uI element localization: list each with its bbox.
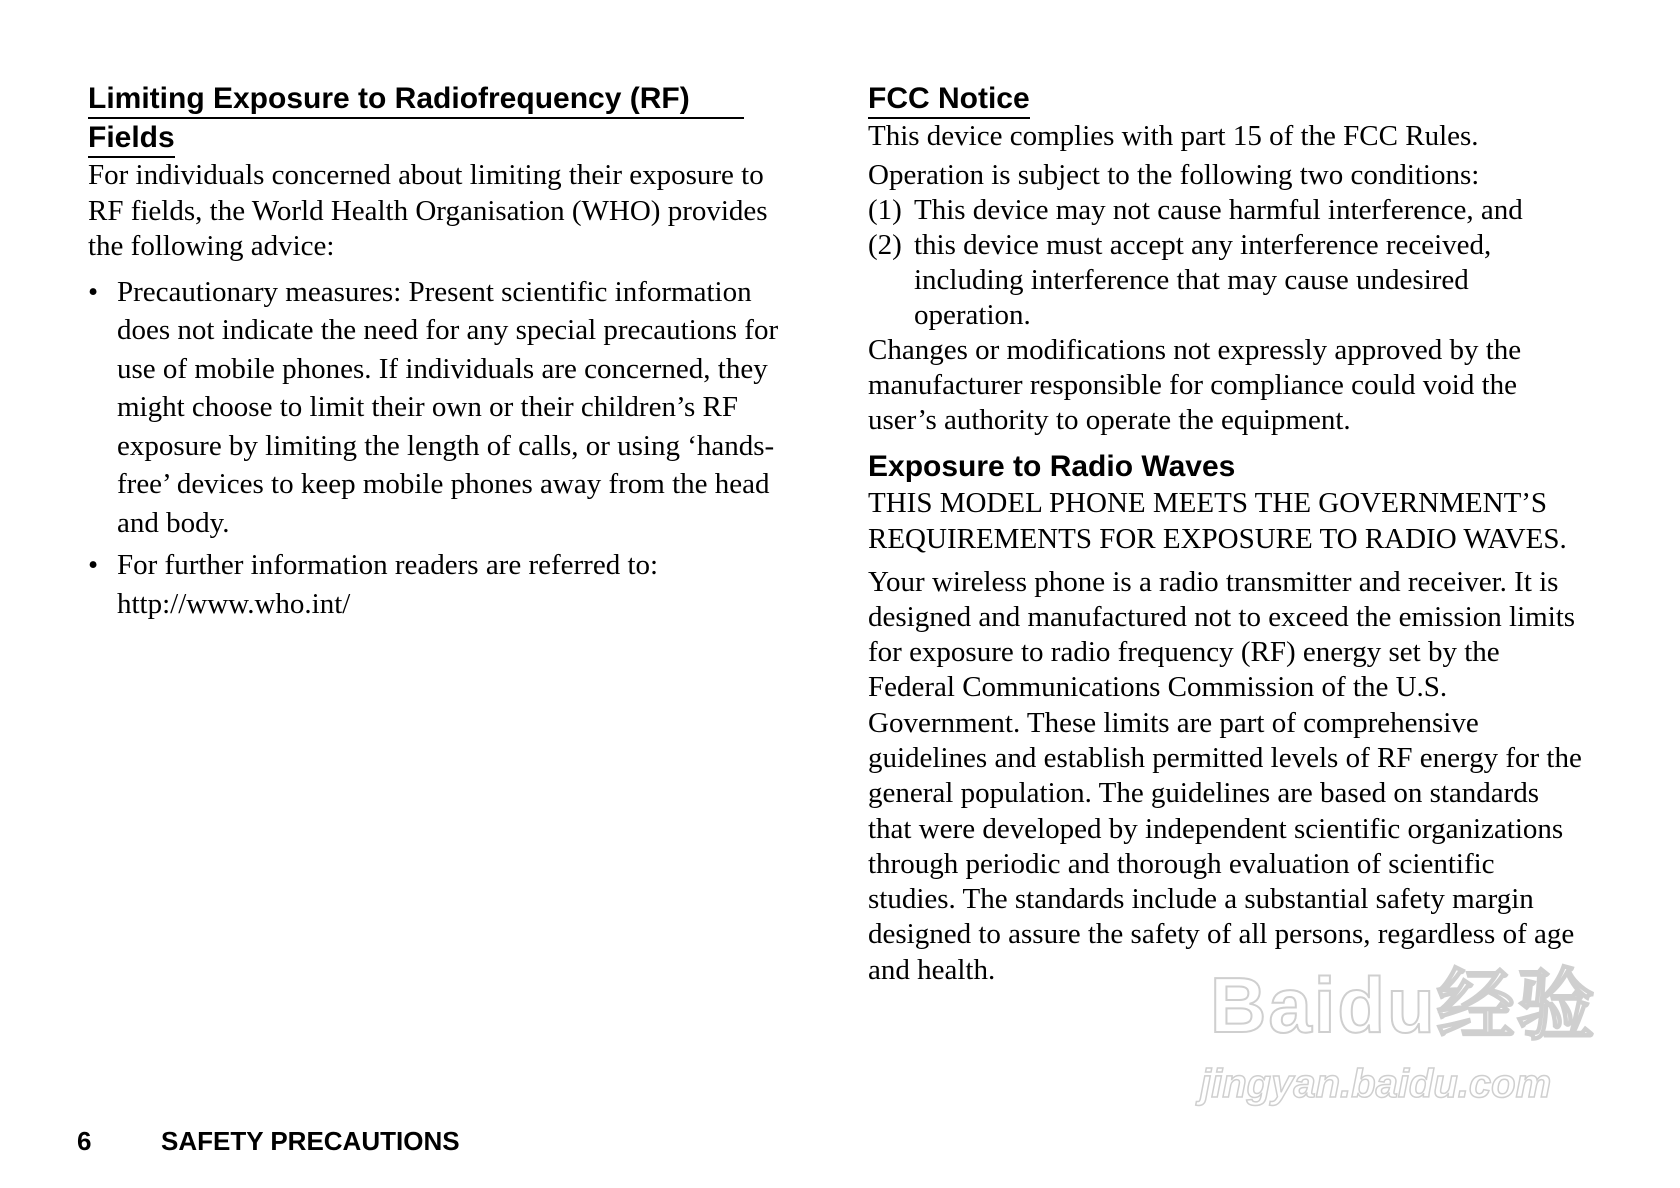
left-column [88,80,796,627]
radio-waves-heading: Exposure to Radio Waves [868,449,1236,483]
bullet-icon: • [88,275,99,308]
radio-waves-body-paragraph: Your wireless phone is a radio transmitter and receiver. It is designed and manufactured not to exceed the emission limits for exposure to radio frequency (RF) energy set by the Federal Communications Commission of the U.S. Government. These limits are part of comprehensive guidelines and establish permitted levels of RF energy for the general population. The guidelines are based on standards that were developed by independent scientific organizations through periodic and thorough evaluation of scientific studies. The standards include a substantial safety margin designed to assure the safety of all persons, regardless of age and health. [868,565,1582,986]
fcc-condition-1 [868,193,1588,228]
who-advice-list [88,273,796,624]
condition-number: (1) [868,193,902,226]
rf-exposure-heading [88,80,796,158]
rf-heading-line1: Limiting Exposure to Radiofrequency (RF) [88,80,744,119]
bullet-text: Precautionary measures: Present scientific information does not indicate the need for any special precautions for use of mobile phones. If individuals are concerned, they might choose to limit their own or their children’s RF exposure by limiting the length of calls, or using ‘hands-free’ devices to keep mobile phones away from the head and body. [117,275,779,539]
page-number: 6 [77,1126,92,1156]
condition-text: this device must accept any interference received, including interference that may cause undesired operation. [914,228,1492,331]
watermark-url: jingyan.baidu.com [1200,1062,1552,1106]
fcc-condition-2 [868,228,1588,333]
radio-waves-caps-statement: THIS MODEL PHONE MEETS THE GOVERNMENT’S REQUIREMENTS FOR EXPOSURE TO RADIO WAVES. [868,486,1567,555]
fcc-notice-heading [868,80,1588,119]
condition-number: (2) [868,228,902,261]
fcc-changes-paragraph: Changes or modifications not expressly approved by the manufacturer responsible for compliance could void the user’s authority to operate the equipment. [868,333,1522,436]
bullet-icon: • [88,549,99,581]
fcc-conditions-intro: Operation is subject to the following two conditions: [868,158,1480,191]
rf-heading-line2: Fields [88,119,175,158]
watermark-brand-logo: Baidu经验 [1210,961,1597,1049]
rf-intro-paragraph: For individuals concerned about limiting their exposure to RF fields, the World Health Organisation (WHO) provides the following advice: [88,159,768,262]
right-column [868,80,1588,988]
fcc-notice-heading-text: FCC Notice [868,80,1030,119]
list-item [88,273,796,543]
page-footer [77,1125,460,1157]
fcc-compliance-line: This device complies with part 15 of the FCC Rules. [868,120,1479,152]
section-title: SAFETY PRECAUTIONS [161,1126,460,1156]
condition-text: This device may not cause harmful interference, and [914,193,1523,226]
bullet-text: For further information readers are referred to: http://www.who.int/ [117,549,659,620]
list-item [88,546,796,623]
